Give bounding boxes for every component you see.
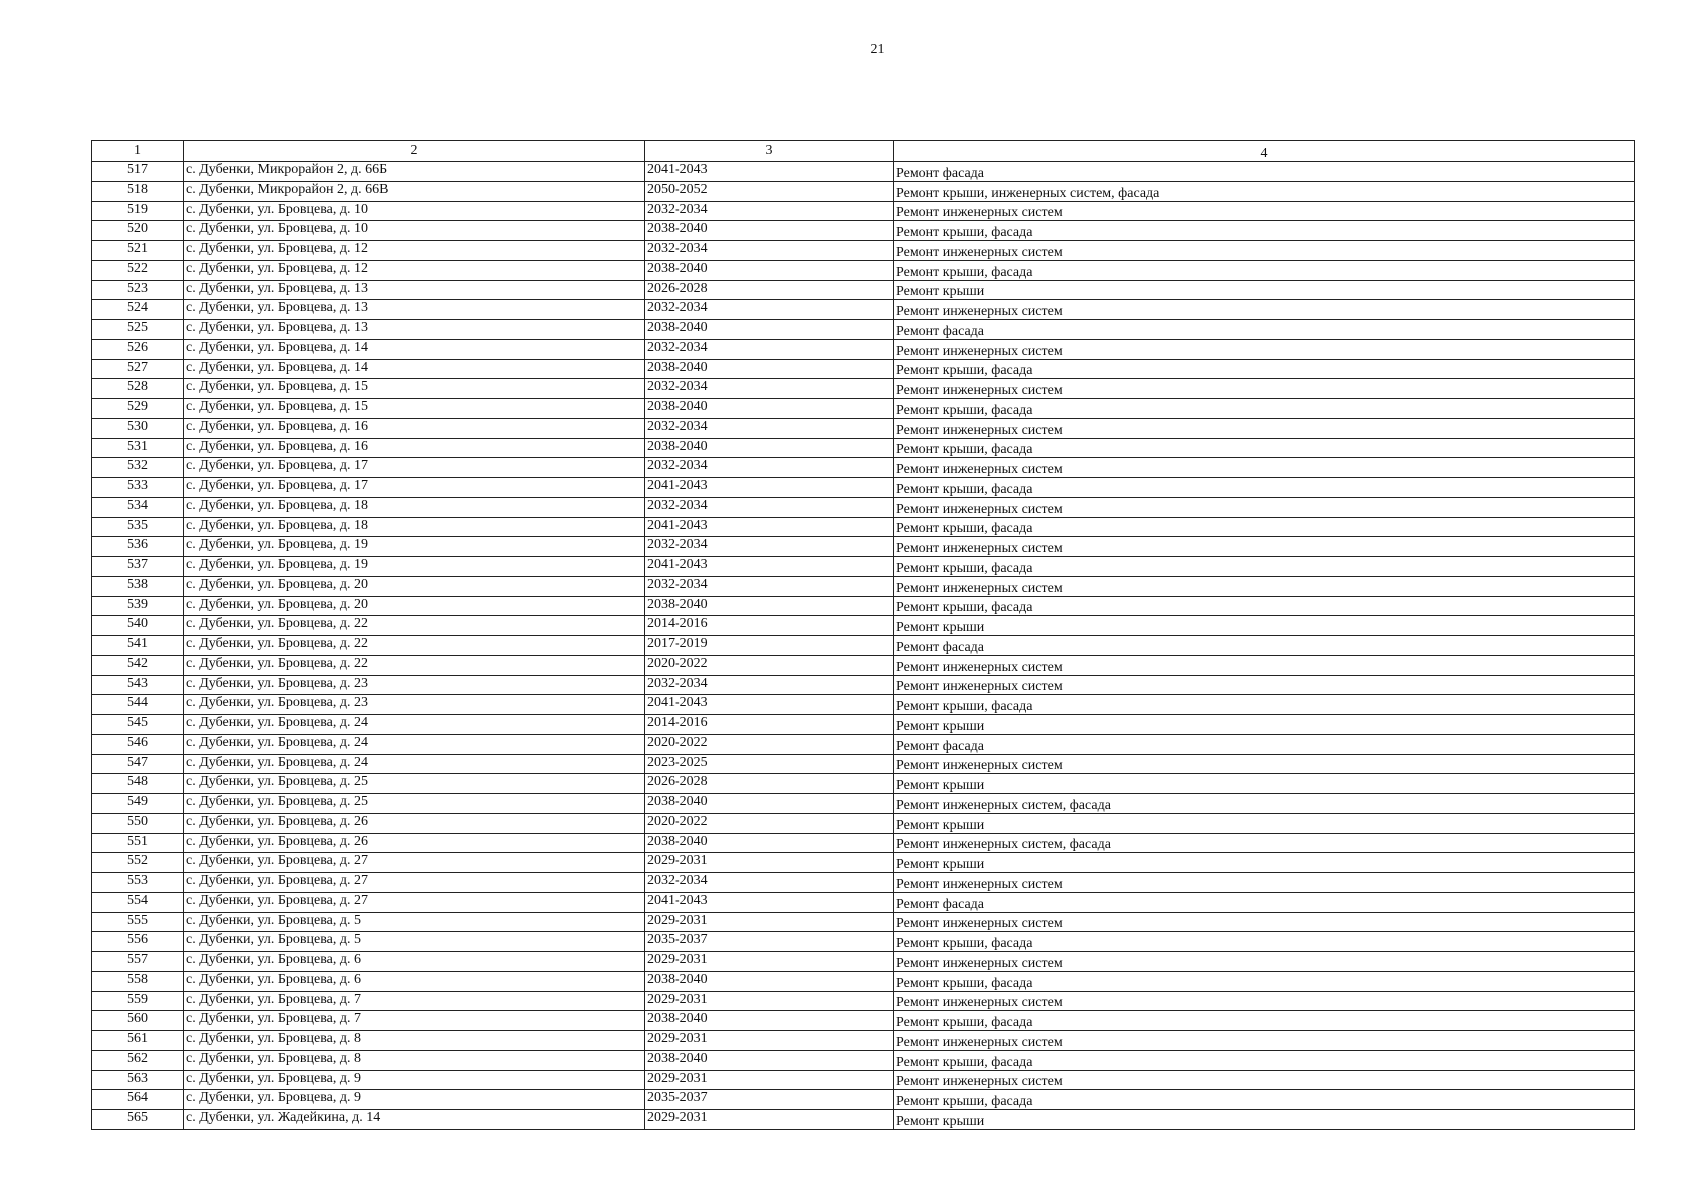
page-number: 21 (870, 42, 885, 57)
row-number-cell: 551 (92, 833, 184, 853)
work-type-cell: Ремонт крыши, фасада (894, 1050, 1635, 1070)
period-cell: 2038-2040 (645, 1011, 894, 1031)
address-cell: с. Дубенки, ул. Бровцева, д. 26 (184, 833, 645, 853)
address-cell: с. Дубенки, ул. Бровцева, д. 18 (184, 497, 645, 517)
work-type-cell: Ремонт инженерных систем (894, 241, 1635, 261)
period-cell: 2032-2034 (645, 873, 894, 893)
column-header-3: 3 (645, 141, 894, 162)
period-cell: 2029-2031 (645, 952, 894, 972)
work-type-cell: Ремонт крыши, фасада (894, 438, 1635, 458)
table-row (92, 162, 1635, 182)
address-cell: с. Дубенки, ул. Бровцева, д. 14 (184, 359, 645, 379)
row-number-cell: 549 (92, 794, 184, 814)
period-cell: 2041-2043 (645, 557, 894, 577)
row-number-cell: 521 (92, 241, 184, 261)
column-header-1: 1 (92, 141, 184, 162)
work-type-cell: Ремонт инженерных систем (894, 300, 1635, 320)
work-type-cell: Ремонт крыши (894, 813, 1635, 833)
row-number-cell: 559 (92, 991, 184, 1011)
period-cell: 2014-2016 (645, 715, 894, 735)
row-number-cell: 518 (92, 181, 184, 201)
column-header-4: 4 (894, 141, 1635, 162)
work-type-cell: Ремонт крыши, фасада (894, 221, 1635, 241)
address-cell: с. Дубенки, ул. Бровцева, д. 20 (184, 596, 645, 616)
period-cell: 2020-2022 (645, 734, 894, 754)
work-type-cell: Ремонт инженерных систем (894, 537, 1635, 557)
table-row (92, 1110, 1635, 1130)
row-number-cell: 532 (92, 458, 184, 478)
period-cell: 2029-2031 (645, 1031, 894, 1051)
period-cell: 2032-2034 (645, 379, 894, 399)
work-type-cell: Ремонт инженерных систем (894, 458, 1635, 478)
table-row (92, 478, 1635, 498)
address-cell: с. Дубенки, ул. Бровцева, д. 5 (184, 932, 645, 952)
table-row (92, 438, 1635, 458)
address-cell: с. Дубенки, ул. Бровцева, д. 14 (184, 339, 645, 359)
period-cell: 2038-2040 (645, 971, 894, 991)
table-row (92, 379, 1635, 399)
address-cell: с. Дубенки, Микрорайон 2, д. 66Б (184, 162, 645, 182)
address-cell: с. Дубенки, ул. Бровцева, д. 26 (184, 813, 645, 833)
table-body (92, 162, 1635, 1130)
work-type-cell: Ремонт инженерных систем (894, 576, 1635, 596)
address-cell: с. Дубенки, ул. Бровцева, д. 27 (184, 892, 645, 912)
table-row (92, 892, 1635, 912)
table-row (92, 517, 1635, 537)
period-cell: 2029-2031 (645, 853, 894, 873)
row-number-cell: 561 (92, 1031, 184, 1051)
period-cell: 2035-2037 (645, 932, 894, 952)
table-row (92, 260, 1635, 280)
table-row (92, 1011, 1635, 1031)
row-number-cell: 536 (92, 537, 184, 557)
period-cell: 2032-2034 (645, 675, 894, 695)
table-header-row (92, 141, 1635, 162)
period-cell: 2038-2040 (645, 1050, 894, 1070)
table-row (92, 596, 1635, 616)
row-number-cell: 533 (92, 478, 184, 498)
table-row (92, 734, 1635, 754)
work-type-cell: Ремонт инженерных систем, фасада (894, 794, 1635, 814)
period-cell: 2023-2025 (645, 754, 894, 774)
address-cell: с. Дубенки, ул. Бровцева, д. 13 (184, 300, 645, 320)
period-cell: 2038-2040 (645, 833, 894, 853)
address-cell: с. Дубенки, ул. Бровцева, д. 24 (184, 754, 645, 774)
table-row (92, 458, 1635, 478)
work-type-cell: Ремонт крыши, фасада (894, 1090, 1635, 1110)
table-row (92, 1070, 1635, 1090)
address-cell: с. Дубенки, ул. Бровцева, д. 6 (184, 971, 645, 991)
period-cell: 2020-2022 (645, 655, 894, 675)
column-header-2: 2 (184, 141, 645, 162)
table-row (92, 359, 1635, 379)
table-row (92, 399, 1635, 419)
period-cell: 2041-2043 (645, 162, 894, 182)
address-cell: с. Дубенки, ул. Бровцева, д. 16 (184, 438, 645, 458)
period-cell: 2026-2028 (645, 280, 894, 300)
period-cell: 2038-2040 (645, 794, 894, 814)
period-cell: 2032-2034 (645, 300, 894, 320)
row-number-cell: 545 (92, 715, 184, 735)
row-number-cell: 541 (92, 636, 184, 656)
row-number-cell: 557 (92, 952, 184, 972)
row-number-cell: 554 (92, 892, 184, 912)
address-cell: с. Дубенки, ул. Бровцева, д. 25 (184, 774, 645, 794)
work-type-cell: Ремонт инженерных систем (894, 754, 1635, 774)
row-number-cell: 563 (92, 1070, 184, 1090)
table-row (92, 636, 1635, 656)
row-number-cell: 525 (92, 320, 184, 340)
period-cell: 2038-2040 (645, 221, 894, 241)
work-type-cell: Ремонт инженерных систем (894, 952, 1635, 972)
table-row (92, 813, 1635, 833)
row-number-cell: 538 (92, 576, 184, 596)
table-row (92, 794, 1635, 814)
address-cell: с. Дубенки, ул. Бровцева, д. 13 (184, 280, 645, 300)
period-cell: 2050-2052 (645, 181, 894, 201)
address-cell: с. Дубенки, ул. Бровцева, д. 5 (184, 912, 645, 932)
address-cell: с. Дубенки, ул. Бровцева, д. 7 (184, 1011, 645, 1031)
table-row (92, 715, 1635, 735)
row-number-cell: 555 (92, 912, 184, 932)
table-row (92, 695, 1635, 715)
table-row (92, 1031, 1635, 1051)
address-cell: с. Дубенки, ул. Бровцева, д. 15 (184, 399, 645, 419)
table-row (92, 418, 1635, 438)
period-cell: 2017-2019 (645, 636, 894, 656)
work-type-cell: Ремонт крыши (894, 280, 1635, 300)
work-type-cell: Ремонт фасада (894, 320, 1635, 340)
address-cell: с. Дубенки, ул. Бровцева, д. 25 (184, 794, 645, 814)
table-row (92, 1050, 1635, 1070)
period-cell: 2032-2034 (645, 576, 894, 596)
work-type-cell: Ремонт крыши, фасада (894, 971, 1635, 991)
work-type-cell: Ремонт крыши, фасада (894, 557, 1635, 577)
table-row (92, 339, 1635, 359)
address-cell: с. Дубенки, ул. Бровцева, д. 22 (184, 616, 645, 636)
period-cell: 2032-2034 (645, 201, 894, 221)
table-row (92, 201, 1635, 221)
period-cell: 2041-2043 (645, 695, 894, 715)
row-number-cell: 556 (92, 932, 184, 952)
address-cell: с. Дубенки, ул. Бровцева, д. 12 (184, 241, 645, 261)
row-number-cell: 560 (92, 1011, 184, 1031)
table-row (92, 853, 1635, 873)
row-number-cell: 527 (92, 359, 184, 379)
period-cell: 2032-2034 (645, 537, 894, 557)
period-cell: 2038-2040 (645, 320, 894, 340)
work-type-cell: Ремонт инженерных систем (894, 379, 1635, 399)
work-type-cell: Ремонт инженерных систем (894, 201, 1635, 221)
work-type-cell: Ремонт крыши, фасада (894, 932, 1635, 952)
work-type-cell: Ремонт фасада (894, 734, 1635, 754)
period-cell: 2038-2040 (645, 596, 894, 616)
work-type-cell: Ремонт крыши (894, 715, 1635, 735)
period-cell: 2014-2016 (645, 616, 894, 636)
table-row (92, 754, 1635, 774)
table-row (92, 616, 1635, 636)
work-type-cell: Ремонт крыши, фасада (894, 399, 1635, 419)
work-type-cell: Ремонт инженерных систем (894, 339, 1635, 359)
period-cell: 2038-2040 (645, 260, 894, 280)
address-cell: с. Дубенки, ул. Бровцева, д. 24 (184, 715, 645, 735)
period-cell: 2041-2043 (645, 892, 894, 912)
address-cell: с. Дубенки, ул. Бровцева, д. 19 (184, 537, 645, 557)
row-number-cell: 547 (92, 754, 184, 774)
row-number-cell: 520 (92, 221, 184, 241)
address-cell: с. Дубенки, ул. Бровцева, д. 13 (184, 320, 645, 340)
row-number-cell: 522 (92, 260, 184, 280)
table-row (92, 557, 1635, 577)
row-number-cell: 530 (92, 418, 184, 438)
work-type-cell: Ремонт инженерных систем (894, 991, 1635, 1011)
period-cell: 2026-2028 (645, 774, 894, 794)
row-number-cell: 548 (92, 774, 184, 794)
work-type-cell: Ремонт инженерных систем (894, 1031, 1635, 1051)
period-cell: 2029-2031 (645, 1110, 894, 1130)
work-type-cell: Ремонт крыши, фасада (894, 517, 1635, 537)
period-cell: 2020-2022 (645, 813, 894, 833)
address-cell: с. Дубенки, ул. Бровцева, д. 22 (184, 655, 645, 675)
table-row (92, 497, 1635, 517)
address-cell: с. Дубенки, ул. Бровцева, д. 12 (184, 260, 645, 280)
period-cell: 2029-2031 (645, 912, 894, 932)
row-number-cell: 553 (92, 873, 184, 893)
address-cell: с. Дубенки, ул. Бровцева, д. 18 (184, 517, 645, 537)
address-cell: с. Дубенки, ул. Бровцева, д. 9 (184, 1090, 645, 1110)
row-number-cell: 529 (92, 399, 184, 419)
work-type-cell: Ремонт инженерных систем (894, 655, 1635, 675)
period-cell: 2029-2031 (645, 1070, 894, 1090)
address-cell: с. Дубенки, ул. Бровцева, д. 19 (184, 557, 645, 577)
row-number-cell: 550 (92, 813, 184, 833)
table-row (92, 952, 1635, 972)
period-cell: 2035-2037 (645, 1090, 894, 1110)
work-type-cell: Ремонт крыши, фасада (894, 1011, 1635, 1031)
work-type-cell: Ремонт инженерных систем, фасада (894, 833, 1635, 853)
table-row (92, 991, 1635, 1011)
row-number-cell: 528 (92, 379, 184, 399)
work-type-cell: Ремонт инженерных систем (894, 418, 1635, 438)
table-row (92, 537, 1635, 557)
period-cell: 2029-2031 (645, 991, 894, 1011)
table-row (92, 932, 1635, 952)
table-row (92, 1090, 1635, 1110)
row-number-cell: 537 (92, 557, 184, 577)
period-cell: 2032-2034 (645, 418, 894, 438)
row-number-cell: 535 (92, 517, 184, 537)
row-number-cell: 562 (92, 1050, 184, 1070)
work-type-cell: Ремонт крыши, фасада (894, 478, 1635, 498)
row-number-cell: 543 (92, 675, 184, 695)
row-number-cell: 565 (92, 1110, 184, 1130)
address-cell: с. Дубенки, ул. Бровцева, д. 7 (184, 991, 645, 1011)
work-type-cell: Ремонт крыши, инженерных систем, фасада (894, 181, 1635, 201)
table-row (92, 241, 1635, 261)
work-type-cell: Ремонт фасада (894, 892, 1635, 912)
table-row (92, 181, 1635, 201)
row-number-cell: 558 (92, 971, 184, 991)
address-cell: с. Дубенки, ул. Бровцева, д. 23 (184, 695, 645, 715)
address-cell: с. Дубенки, ул. Бровцева, д. 24 (184, 734, 645, 754)
address-cell: с. Дубенки, ул. Бровцева, д. 16 (184, 418, 645, 438)
table-row (92, 576, 1635, 596)
table-row (92, 221, 1635, 241)
address-cell: с. Дубенки, Микрорайон 2, д. 66В (184, 181, 645, 201)
table-row (92, 300, 1635, 320)
address-cell: с. Дубенки, ул. Бровцева, д. 17 (184, 478, 645, 498)
period-cell: 2032-2034 (645, 241, 894, 261)
table-row (92, 912, 1635, 932)
address-cell: с. Дубенки, ул. Бровцева, д. 17 (184, 458, 645, 478)
period-cell: 2041-2043 (645, 517, 894, 537)
period-cell: 2032-2034 (645, 497, 894, 517)
row-number-cell: 524 (92, 300, 184, 320)
work-type-cell: Ремонт крыши, фасада (894, 695, 1635, 715)
row-number-cell: 546 (92, 734, 184, 754)
work-type-cell: Ремонт крыши (894, 774, 1635, 794)
address-cell: с. Дубенки, ул. Бровцева, д. 10 (184, 201, 645, 221)
row-number-cell: 564 (92, 1090, 184, 1110)
table-row (92, 873, 1635, 893)
address-cell: с. Дубенки, ул. Бровцева, д. 27 (184, 853, 645, 873)
period-cell: 2038-2040 (645, 399, 894, 419)
row-number-cell: 539 (92, 596, 184, 616)
row-number-cell: 534 (92, 497, 184, 517)
period-cell: 2038-2040 (645, 438, 894, 458)
row-number-cell: 531 (92, 438, 184, 458)
row-number-cell: 519 (92, 201, 184, 221)
address-cell: с. Дубенки, ул. Бровцева, д. 8 (184, 1031, 645, 1051)
table-row (92, 833, 1635, 853)
address-cell: с. Дубенки, ул. Бровцева, д. 15 (184, 379, 645, 399)
address-cell: с. Дубенки, ул. Жадейкина, д. 14 (184, 1110, 645, 1130)
period-cell: 2032-2034 (645, 339, 894, 359)
work-type-cell: Ремонт фасада (894, 162, 1635, 182)
address-cell: с. Дубенки, ул. Бровцева, д. 22 (184, 636, 645, 656)
row-number-cell: 523 (92, 280, 184, 300)
table-row (92, 280, 1635, 300)
work-type-cell: Ремонт крыши, фасада (894, 359, 1635, 379)
address-cell: с. Дубенки, ул. Бровцева, д. 23 (184, 675, 645, 695)
period-cell: 2038-2040 (645, 359, 894, 379)
work-type-cell: Ремонт крыши, фасада (894, 260, 1635, 280)
row-number-cell: 542 (92, 655, 184, 675)
work-type-cell: Ремонт инженерных систем (894, 912, 1635, 932)
repair-schedule-table (91, 140, 1635, 1130)
address-cell: с. Дубенки, ул. Бровцева, д. 6 (184, 952, 645, 972)
work-type-cell: Ремонт крыши (894, 616, 1635, 636)
period-cell: 2041-2043 (645, 478, 894, 498)
work-type-cell: Ремонт инженерных систем (894, 873, 1635, 893)
table-row (92, 655, 1635, 675)
table-row (92, 320, 1635, 340)
address-cell: с. Дубенки, ул. Бровцева, д. 10 (184, 221, 645, 241)
table-row (92, 774, 1635, 794)
table-row (92, 971, 1635, 991)
address-cell: с. Дубенки, ул. Бровцева, д. 8 (184, 1050, 645, 1070)
address-cell: с. Дубенки, ул. Бровцева, д. 9 (184, 1070, 645, 1090)
table-row (92, 675, 1635, 695)
row-number-cell: 526 (92, 339, 184, 359)
period-cell: 2032-2034 (645, 458, 894, 478)
work-type-cell: Ремонт крыши (894, 853, 1635, 873)
row-number-cell: 517 (92, 162, 184, 182)
address-cell: с. Дубенки, ул. Бровцева, д. 27 (184, 873, 645, 893)
work-type-cell: Ремонт инженерных систем (894, 675, 1635, 695)
row-number-cell: 540 (92, 616, 184, 636)
work-type-cell: Ремонт крыши, фасада (894, 596, 1635, 616)
row-number-cell: 552 (92, 853, 184, 873)
work-type-cell: Ремонт инженерных систем (894, 1070, 1635, 1090)
work-type-cell: Ремонт крыши (894, 1110, 1635, 1130)
work-type-cell: Ремонт фасада (894, 636, 1635, 656)
work-type-cell: Ремонт инженерных систем (894, 497, 1635, 517)
row-number-cell: 544 (92, 695, 184, 715)
address-cell: с. Дубенки, ул. Бровцева, д. 20 (184, 576, 645, 596)
